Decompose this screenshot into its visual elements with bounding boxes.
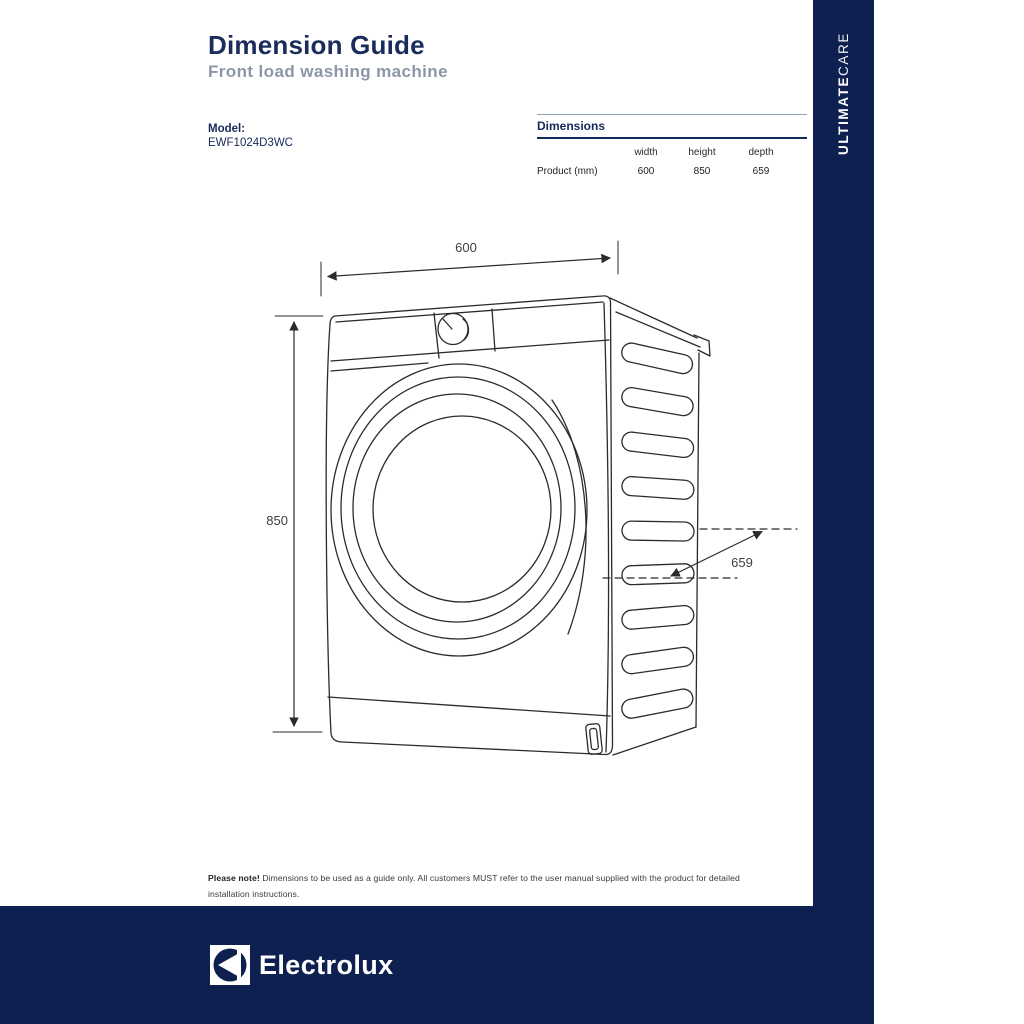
- brand-lockup: [210, 945, 394, 985]
- table-value-depth: 659: [752, 166, 770, 177]
- program-knob-icon: [438, 314, 469, 345]
- page-title: Dimension Guide: [208, 30, 425, 60]
- note-emphasis: Please note!: [208, 873, 260, 883]
- filter-door: [585, 723, 602, 754]
- brand-wordmark: Electrolux: [259, 949, 394, 980]
- note-text: Dimensions to be used as a guide only. All customers MUST refer to the user manual supplied with the product for detailed installation instructions.: [208, 873, 740, 899]
- depth-dimension-label: 659: [731, 555, 753, 570]
- brand-text-care: CARE: [836, 31, 851, 76]
- dimensions-table-grid: [537, 139, 807, 177]
- table-header-width: width: [634, 147, 658, 158]
- machine-outline: [326, 296, 710, 755]
- note-line: [208, 871, 783, 902]
- width-dimension-label: 600: [455, 240, 477, 255]
- table-value-height: 850: [693, 166, 711, 177]
- depth-dimension: [603, 529, 797, 578]
- table-row-label: Product (mm): [537, 166, 598, 177]
- side-vents: [620, 341, 695, 720]
- height-dimension-label: 850: [266, 513, 288, 528]
- table-header-depth: depth: [748, 147, 774, 158]
- control-panel-line: [331, 340, 609, 361]
- washing-machine-diagram: [240, 230, 820, 790]
- side-accent-bar: [813, 0, 874, 1024]
- model-number: EWF1024D3WC: [208, 137, 293, 149]
- brand-text-ultimate: ULTIMATE: [836, 75, 851, 155]
- table-value-width: 600: [637, 166, 655, 177]
- vertical-brand-text: [813, 30, 874, 156]
- model-block: [208, 122, 293, 150]
- dimensions-table: [537, 114, 807, 177]
- door-rings: [331, 364, 587, 656]
- table-header-empty: [537, 139, 617, 158]
- model-label: Model:: [208, 123, 246, 135]
- electrolux-logo-icon: [210, 945, 250, 985]
- page-subtitle: Front load washing machine: [208, 62, 448, 81]
- footer-band: [0, 906, 874, 1024]
- kick-panel-line: [328, 697, 610, 716]
- dimensions-table-title: Dimensions: [537, 114, 807, 139]
- table-header-height: height: [688, 147, 716, 158]
